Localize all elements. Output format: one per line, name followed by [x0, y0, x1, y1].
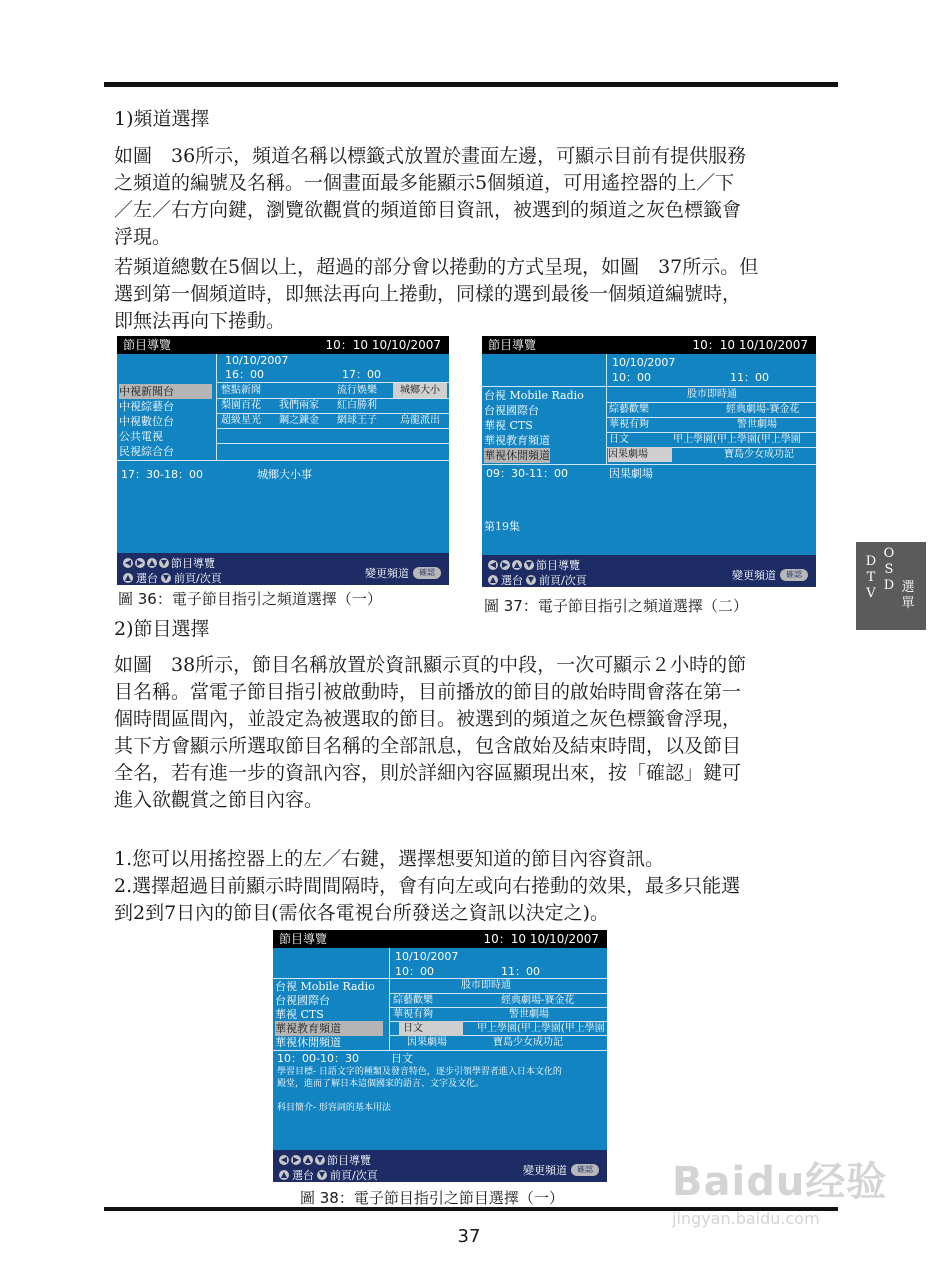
side-tab-text: OSD — [883, 546, 895, 593]
program-cell[interactable]: 華視有夠 — [609, 419, 649, 430]
down-circle-icon: ▼ — [527, 575, 535, 584]
change-channel-label: 變更頻道 — [732, 569, 776, 582]
epg-screen-fig38 — [273, 930, 607, 1182]
section1-para2 — [114, 254, 814, 335]
up-arrow-icon: ▲ — [304, 1155, 312, 1164]
channel-tab[interactable]: 華視休閒頻道 — [275, 1036, 341, 1049]
program-cell-selected[interactable]: 城鄉大小 — [393, 383, 447, 398]
down-arrow-icon: ▼ — [525, 560, 533, 569]
right-arrow-icon: ▶ — [136, 558, 144, 567]
up-circle-icon: ▲ — [489, 575, 497, 584]
down-arrow-icon: ▼ — [160, 558, 168, 567]
channel-tab-selected[interactable]: 中視新聞台 — [119, 384, 212, 399]
epg-time-slot: 17：00 — [342, 368, 381, 381]
text-line: 全名，若有進一步的資訊內容，則於詳細內容區顯現出來，按「確認」鍵可 — [114, 762, 742, 784]
program-cell[interactable]: 鋼之鍊金 — [279, 415, 319, 426]
text-line: 進入欲觀賞之節目內容。 — [114, 789, 324, 811]
change-channel-label: 變更頻道 — [523, 1164, 567, 1177]
side-tab-text: DTV — [865, 554, 877, 601]
side-tab-menu — [900, 580, 916, 612]
text-line: 即無法再向下捲動。 — [114, 310, 286, 332]
help-text: 前頁/次頁 — [539, 574, 587, 587]
channel-tab[interactable]: 中視數位台 — [119, 415, 174, 428]
text-line: 目名稱。當電子節目指引被啟動時，目前播放的節目的啟始時間會落在第一 — [114, 681, 742, 703]
info-detail-line: 學習目標- 日語文字的種類及發音特色，逐步引領學習者進入日本文化的 — [277, 1067, 562, 1077]
fig36-caption: 圖 36：電子節目指引之頻道選擇（一） — [118, 590, 382, 608]
left-arrow-icon: ◀ — [489, 560, 497, 569]
program-cell[interactable]: 流行娛樂 — [337, 385, 377, 396]
program-cell[interactable]: 網球王子 — [337, 415, 377, 426]
info-time: 10：00-10：30 — [277, 1052, 359, 1065]
epg-time-slot: 11：00 — [730, 371, 769, 384]
section1-para1 — [114, 143, 814, 251]
epg-time-slot: 10：00 — [395, 965, 434, 978]
section2-heading: 2)節目選擇 — [114, 618, 210, 640]
section2-list — [114, 846, 814, 927]
text-line: 選到第一個頻道時，即無法再向上捲動，同樣的選到最後一個頻道編號時， — [114, 283, 742, 305]
text-line: 如圖 36所示，頻道名稱以標籤式放置於畫面左邊，可顯示目前有提供服務 — [114, 145, 747, 167]
program-cell[interactable]: 警世劇場 — [509, 1009, 549, 1020]
info-detail-line — [277, 1090, 562, 1102]
program-cell[interactable]: 經典劇場-賽金花 — [726, 404, 800, 415]
side-section-tab — [856, 542, 926, 630]
confirm-button[interactable]: 確認 — [571, 1164, 599, 1176]
list-item: 1.您可以用搖控器上的左／右鍵，選擇想要知道的節目內容資訊。 — [114, 848, 665, 870]
program-cell[interactable]: 日文 — [609, 434, 629, 445]
program-cell[interactable]: 警世劇場 — [737, 419, 777, 430]
channel-tab-selected[interactable]: 華視教育頻道 — [275, 1021, 383, 1036]
info-detail-line: 科目簡介- 形容詞的基本用法 — [277, 1103, 391, 1113]
side-tab-text: 選單 — [901, 580, 915, 611]
channel-tab[interactable]: 華視 CTS — [484, 419, 533, 432]
program-cell[interactable]: 烏龍派出 — [400, 415, 440, 426]
epg-clock: 10：10 10/10/2007 — [325, 338, 441, 352]
channel-tab[interactable]: 華視 CTS — [275, 1008, 324, 1021]
program-cell[interactable]: 寶島少女成功記 — [724, 449, 794, 460]
section2-para1 — [114, 652, 814, 814]
epg-clock: 10：10 10/10/2007 — [483, 932, 599, 946]
help-bar — [482, 555, 816, 587]
channel-tab[interactable]: 華視教育頻道 — [484, 434, 550, 447]
program-cell[interactable]: 經典劇場-賽金花 — [501, 995, 575, 1006]
program-cell[interactable]: 我們兩家 — [279, 400, 319, 411]
program-cell[interactable]: 寶島少女成功記 — [493, 1037, 563, 1048]
program-cell[interactable]: 甲上學園(甲上學園(甲上學園 — [477, 1023, 605, 1034]
down-circle-icon: ▼ — [318, 1170, 326, 1179]
program-cell[interactable]: 甲上學園(甲上學園(甲上學園 — [673, 434, 801, 445]
side-tab-dtv — [864, 554, 878, 602]
help-bar — [117, 553, 449, 585]
page-number: 37 — [457, 1226, 481, 1247]
info-episode: 第19集 — [484, 520, 520, 533]
channel-tab[interactable]: 公共電視 — [119, 430, 163, 443]
fig38-caption: 圖 38：電子節目指引之節目選擇（一） — [300, 1189, 564, 1207]
watermark — [672, 1150, 887, 1228]
program-cell[interactable]: 股市即時通 — [461, 980, 511, 991]
info-title: 日文 — [391, 1052, 413, 1065]
program-cell[interactable]: 華視有夠 — [393, 1009, 433, 1020]
up-arrow-icon: ▲ — [148, 558, 156, 567]
list-item: 到2到7日內的節目(需依各電視台所發送之資訊以決定之)。 — [114, 902, 610, 924]
help-text: 節目導覽 — [171, 557, 215, 570]
watermark-url: jingyan.baidu.com — [672, 1209, 820, 1228]
epg-title: 節目導覽 — [123, 338, 172, 352]
program-cell[interactable]: 紅白勝利 — [337, 400, 377, 411]
epg-date: 10/10/2007 — [395, 950, 459, 963]
epg-titlebar — [273, 930, 607, 948]
program-cell[interactable]: 綜藝歡樂 — [609, 404, 649, 415]
list-item: 2.選擇超過目前顯示時間間隔時，會有向左或向右捲動的效果，最多只能選 — [114, 875, 741, 897]
epg-date: 10/10/2007 — [612, 356, 676, 369]
channel-tab[interactable]: 台視 Mobile Radio — [484, 389, 584, 402]
confirm-button[interactable]: 確認 — [780, 569, 808, 581]
epg-time-slot: 10：00 — [612, 371, 651, 384]
help-text: 節目導覽 — [536, 559, 580, 572]
info-time: 17：30-18：00 — [121, 468, 203, 481]
help-bar — [273, 1150, 607, 1182]
epg-time-slot: 11：00 — [501, 965, 540, 978]
up-circle-icon: ▲ — [124, 573, 132, 582]
text-line: 若頻道總數在5個以上，超過的部分會以捲動的方式呈現，如圖 37所示。但 — [114, 256, 759, 278]
epg-time-slot: 16：00 — [225, 368, 264, 381]
epg-screen-fig37 — [482, 336, 816, 587]
up-arrow-icon: ▲ — [513, 560, 521, 569]
right-arrow-icon: ▶ — [501, 560, 509, 569]
text-line: ／左／右方向鍵，瀏覽欲觀賞的頻道節目資訊，被選到的頻道之灰色標籤會 — [114, 199, 742, 221]
channel-tab-selected[interactable]: 華視休閒頻道 — [484, 449, 550, 462]
program-cell[interactable]: 股市即時通 — [687, 389, 737, 400]
help-text: 選台 — [136, 572, 158, 585]
channel-tab[interactable]: 台視 Mobile Radio — [275, 980, 375, 993]
text-line: 如圖 38所示，節目名稱放置於資訊顯示頁的中段，一次可顯示２小時的節 — [114, 654, 747, 676]
epg-title: 節目導覽 — [279, 932, 328, 946]
program-cell[interactable]: 超級星光 — [221, 415, 261, 426]
up-circle-icon: ▲ — [280, 1170, 288, 1179]
help-text: 前頁/次頁 — [174, 572, 222, 585]
down-circle-icon: ▼ — [162, 573, 170, 582]
info-detail-line: 殿堂，進而了解日本這個國家的語言、文字及文化。 — [277, 1079, 485, 1089]
left-arrow-icon: ◀ — [280, 1155, 288, 1164]
program-cell-selected[interactable]: 日文 — [399, 1021, 463, 1036]
text-line: 浮現。 — [114, 226, 172, 248]
confirm-button[interactable]: 確認 — [413, 567, 441, 579]
program-cell-selected[interactable]: 因果劇場 — [608, 447, 672, 462]
program-cell[interactable]: 梨園百花 — [221, 400, 261, 411]
channel-tab[interactable]: 民視綜合台 — [119, 445, 174, 458]
epg-date: 10/10/2007 — [225, 354, 289, 367]
text-line: 個時間區間內，並設定為被選取的節目。被選到的頻道之灰色標籤會浮現， — [114, 708, 742, 730]
program-cell[interactable]: 整點新聞 — [221, 385, 261, 396]
text-line: 其下方會顯示所選取節目名稱的全部訊息，包含啟始及結束時間，以及節目 — [114, 735, 742, 757]
channel-tab[interactable]: 中視綜藝台 — [119, 400, 174, 413]
watermark-brand: Baidu经验 — [672, 1159, 888, 1205]
info-detail — [277, 1066, 562, 1114]
epg-titlebar — [117, 336, 449, 354]
help-text: 節目導覽 — [327, 1154, 371, 1167]
top-rule — [104, 82, 838, 87]
help-text: 前頁/次頁 — [330, 1169, 378, 1182]
program-cell[interactable]: 因果劇場 — [407, 1037, 447, 1048]
fig37-caption: 圖 37：電子節目指引之頻道選擇（二） — [484, 597, 748, 615]
text-line: 之頻道的編號及名稱。一個畫面最多能顯示5個頻道，可用遙控器的上／下 — [114, 172, 735, 194]
epg-clock: 10：10 10/10/2007 — [692, 338, 808, 352]
change-channel-label: 變更頻道 — [365, 567, 409, 580]
right-arrow-icon: ▶ — [292, 1155, 300, 1164]
help-text: 選台 — [501, 574, 523, 587]
info-time: 09：30-11：00 — [486, 467, 568, 480]
program-cell[interactable]: 綜藝歡樂 — [393, 995, 433, 1006]
epg-titlebar — [482, 336, 816, 354]
info-title: 因果劇場 — [609, 467, 653, 480]
channel-tab[interactable]: 台視國際台 — [275, 994, 330, 1007]
info-title: 城鄉大小事 — [257, 468, 312, 481]
epg-title: 節目導覽 — [488, 338, 537, 352]
epg-screen-fig36 — [117, 336, 449, 585]
help-text: 選台 — [292, 1169, 314, 1182]
side-tab-osd — [882, 546, 896, 594]
section1-heading: 1)頻道選擇 — [114, 108, 210, 130]
down-arrow-icon: ▼ — [316, 1155, 324, 1164]
left-arrow-icon: ◀ — [124, 558, 132, 567]
channel-tab[interactable]: 台視國際台 — [484, 404, 539, 417]
